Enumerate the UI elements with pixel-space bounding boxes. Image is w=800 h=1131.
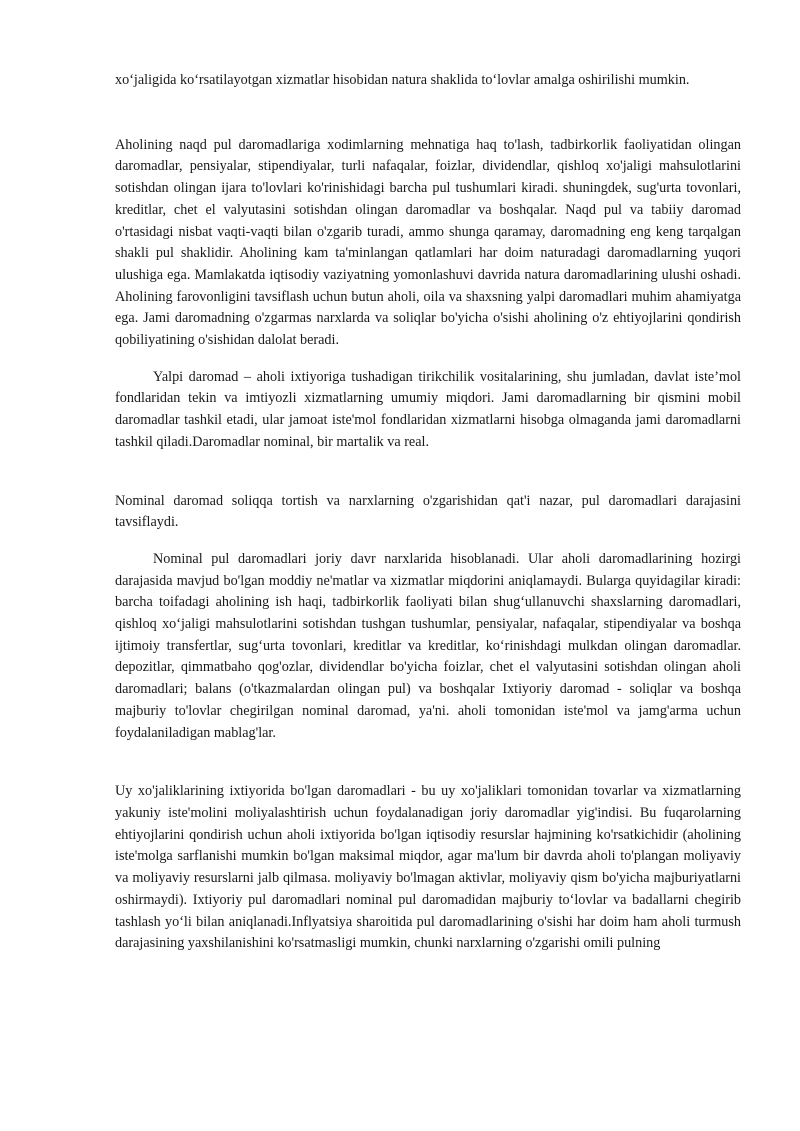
paragraph-cash-income: Aholining naqd pul daromadlariga xodimlarning mehnatiga haq to'lash, tadbirkorlik faoliyatidan olingan daromadlar, pensiyalar, stipendiyalar, turli nafaqalar, foizlar, dividendlar, qishloq xo'jaligi mahsulotlarini sotishdan olingan ijara to'lovlari ko'rinishidagi barcha pul tushumlari kiradi. shuningdek, sug'urta tovonlari, kreditlar, chet el valyutasini sotishdan olingan daromadlar va boshqalar. Naqd pul va tabiiy daromad o'rtasidagi nisbat vaqti-vaqti bilan o'zgarib turadi, ammo shunga qaramay, daromadning eng keng tarqalgan shakli pul shaklidir. Aholining kam ta'minlangan qatlamlari har doim naturadagi daromadlarning yuqori ulushiga ega. Mamlakatda iqtisodiy vaziyatning yomonlashuvi davrida natura daromadlarining ulushi oshadi. Aholining farovonligini tavsiflash uchun butun aholi, oila va shaxsning yalpi daromadlari muhim ahamiyatga ega. Jami daromadning o'zgarmas narxlarda va soliqlar bo'yicha o'sishi aholining o'z ehtiyojlarini qondirish qobiliyatining o'sishidan dalolat beradi. [115,136,741,349]
paragraph-nominal-cash-income: Nominal pul daromadlari joriy davr narxlarida hisoblanadi. Ular aholi daromadlarining hozirgi darajasida mavjud bo'lgan moddiy ne'matlar va xizmatlar miqdorini aniqlamaydi. Bularga quyidagilar kiradi: barcha toifadagi aholining ish haqi, tadbirkorlik faoliyati bilan shug‘ullanuvchi shaxslarning daromadlari, qishloq xo‘jaligi mahsulotlarini sotishdan tushgan tushumlar, pensiyalar, nafaqalar, stipendiyalar va boshqa ijtimoiy transfertlar, sug‘urta tovonlari, kreditlar va kreditlar, ko‘rinishdagi mulkdan olingan daromadlar. depozitlar, qimmatbaho qog'ozlar, dividendlar bo'yicha foizlar, chet el valyutasini sotishdan olingan aholi daromadlari; balans (o'tkazmalardan olingan pul) va boshqalar Ixtiyoriy daromad - soliqlar va boshqa majburiy to'lovlar chegirilgan nominal daromad, ya'ni. aholi tomonidan iste'mol va jamg'arma uchun foydalaniladigan mablag'lar. [115,550,741,741]
paragraph-gross-income: Yalpi daromad – aholi ixtiyoriga tushadigan tirikchilik vositalarining, shu jumladan, davlat iste’mol fondlaridan tekin va imtiyozli xizmatlarning umumiy miqdori. Jami daromadlarning bir qismini mobil daromadlar tashkil etadi, ular jamoat iste'mol fondlaridan xizmatlarni hisobga olmaganda jami daromadlarni tashkil qiladi.Daromadlar nominal, bir martalik va real. [115,368,741,450]
paragraph-continuation: xo‘jaligida ko‘rsatilayotgan xizmatlar hisobidan natura shaklida to‘lovlar amalga oshirilishi mumkin. [115,72,690,88]
paragraph-nominal-income: Nominal daromad soliqqa tortish va narxlarning o'zgarishidan qat'i nazar, pul daromadlari darajasini tavsiflaydi. [115,492,741,531]
paragraph-disposable-income: Uy xo'jaliklarining ixtiyorida bo'lgan daromadlari - bu uy xo'jaliklari tomonidan tovarlar va xizmatlarning yakuniy iste'molini moliyalashtirish uchun foydalanadigan joriy daromadlar yig'indisi. Bu fuqarolarning ehtiyojlarini qondirish uchun aholi ixtiyorida bo'lgan iqtisodiy resurslar hajmining ko'rsatkichidir (aholining iste'molga sarflanishi mumkin bo'lgan maksimal miqdor, agar ma'lum bir davrda aholi to'plangan moliyaviy va moliyaviy resurslarni jalb qilmasa. moliyaviy bo'lmagan aktivlar, moliyaviy qism bo'yicha majburiyatlarni oshirmaydi). Ixtiyoriy pul daromadlari nominal pul daromadidan majburiy to‘lovlar va badallarni chegirib tashlash yo‘li bilan aniqlanadi.Inflyatsiya sharoitida pul daromadlarining o'sishi har doim ham aholi turmush darajasining yaxshilanishini ko'rsatmasligi mumkin, chunki narxlarning o'zgarishi omili pulning [115,783,741,952]
document-page [115,70,741,955]
